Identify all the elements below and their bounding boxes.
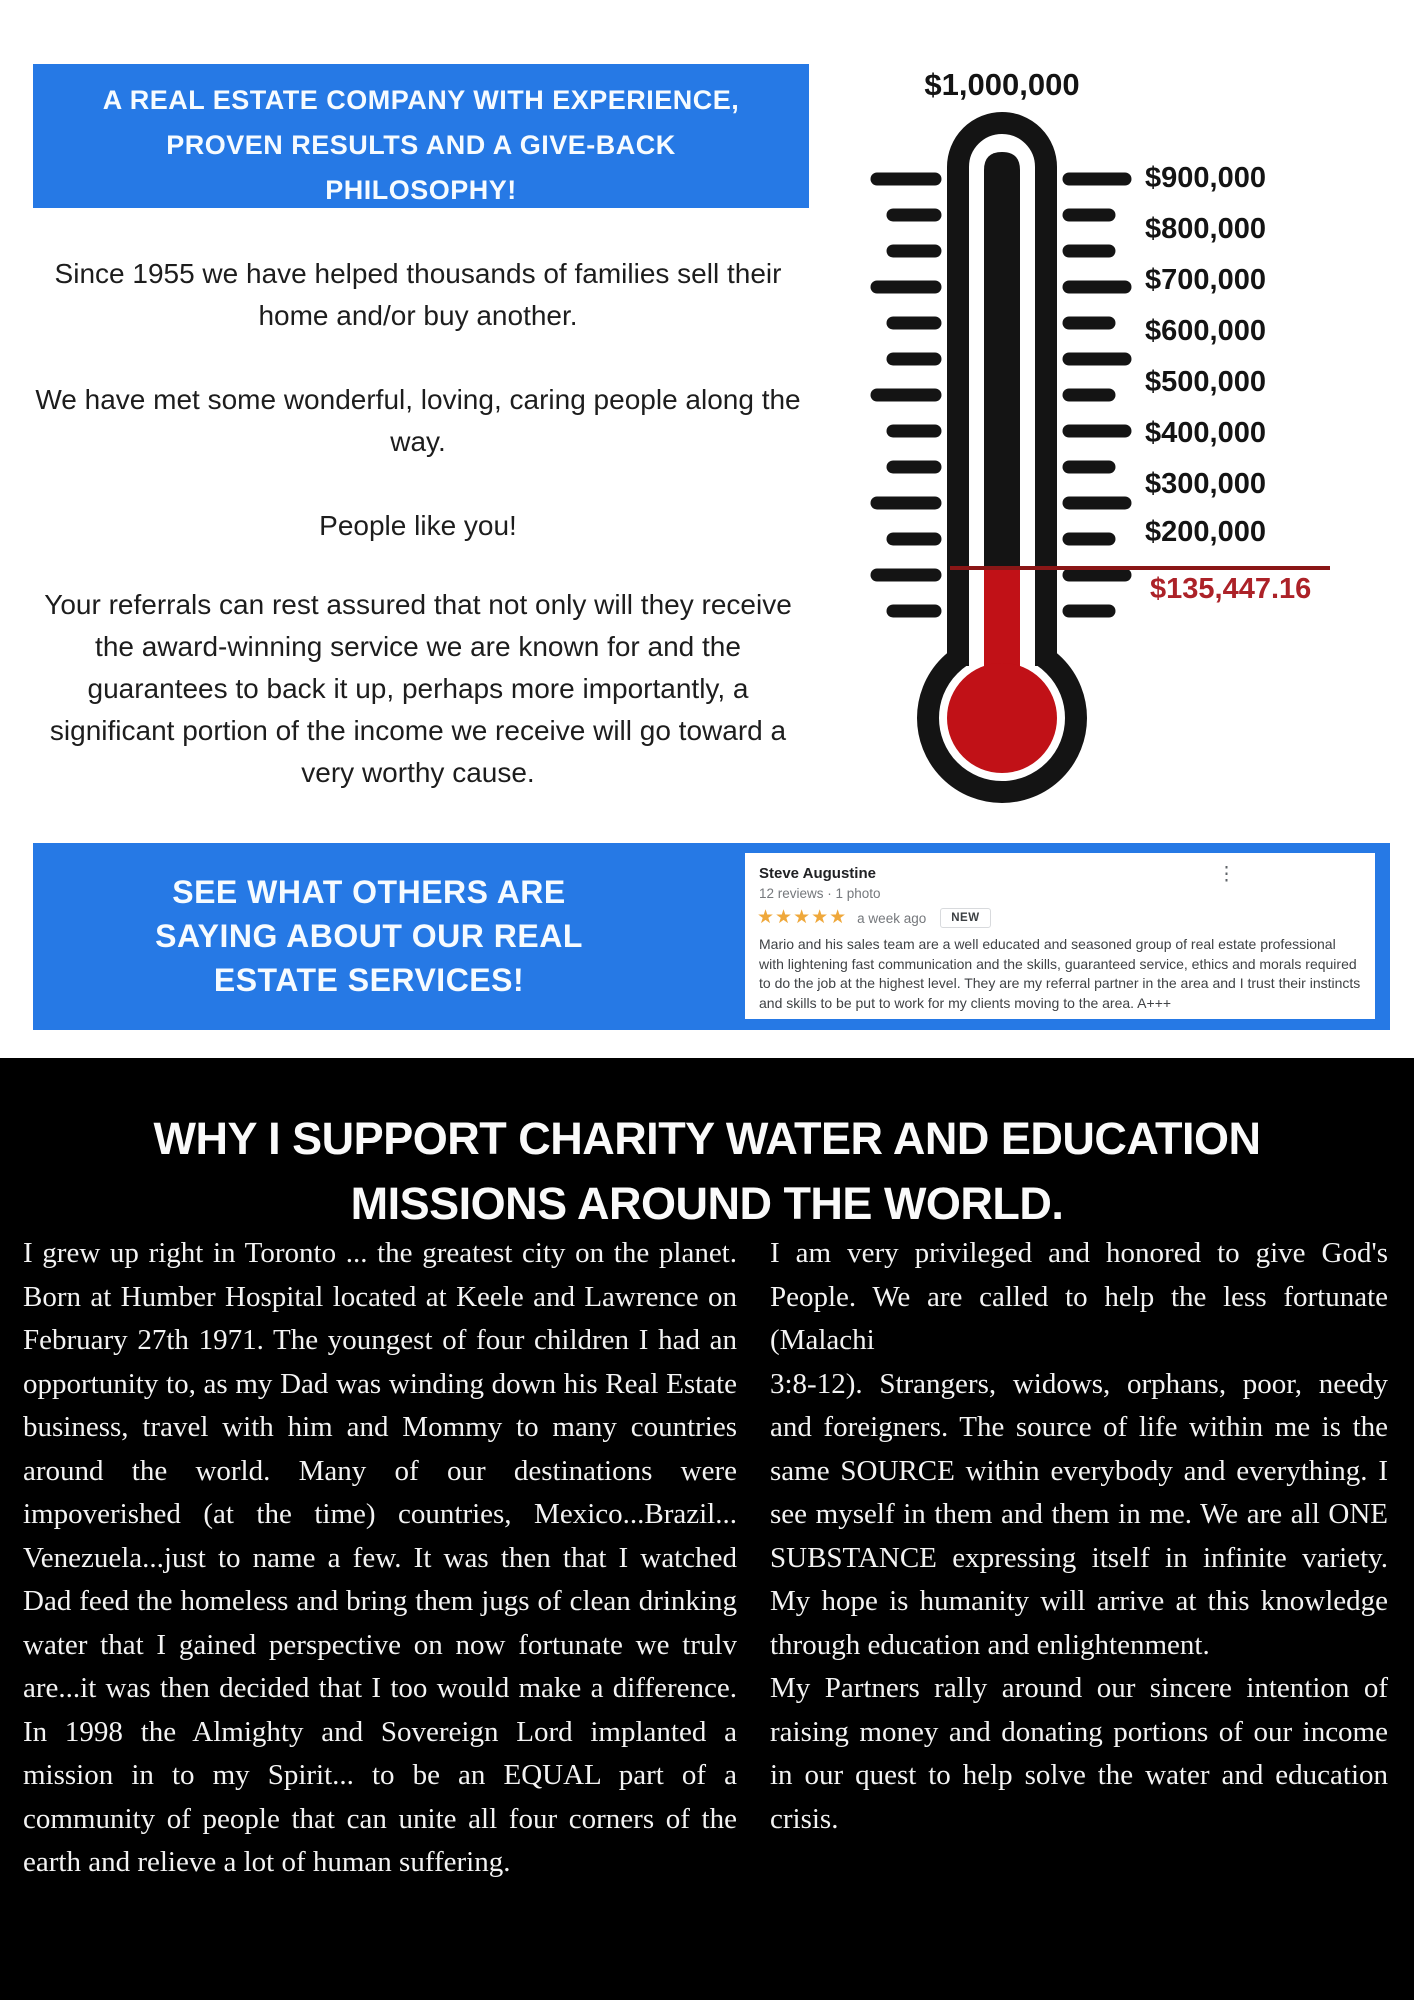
- testimonial-banner-line-1: SEE WHAT OTHERS ARE: [172, 874, 566, 910]
- thermometer-upper-column: [984, 152, 1020, 568]
- charity-heading-line-2: MISSIONS AROUND THE WORLD.: [350, 1178, 1064, 1229]
- top-banner-line-3: PHILOSOPHY!: [325, 175, 517, 205]
- intro-paragraph-3: People like you!: [319, 510, 517, 541]
- new-badge: NEW: [940, 908, 990, 928]
- scale-label-900k: $900,000: [1145, 162, 1266, 194]
- intro-paragraph-4: Your referrals can rest assured that not only will they receive the award-winning service we are known for and the guarantees to back it up, perhaps more importantly, a significant portion of the income we receive will go toward a very worthy cause.: [44, 589, 792, 788]
- thermometer-bulb-fill: [947, 663, 1057, 773]
- top-banner: [33, 64, 809, 208]
- charity-right-paragraph-1: I am very privileged and honored to give God's People. We are called to help the less fortunate (Malachi: [770, 1237, 1388, 1356]
- scale-label-700k: $700,000: [1145, 264, 1266, 296]
- google-review-card: [745, 853, 1375, 1019]
- scale-label-500k: $500,000: [1145, 366, 1266, 398]
- intro-paragraph-2: We have met some wonderful, loving, caring people along the way.: [35, 384, 801, 457]
- kebab-menu-icon: ⋮: [1217, 864, 1236, 885]
- charity-heading-line-1: WHY I SUPPORT CHARITY WATER AND EDUCATION: [153, 1113, 1261, 1164]
- testimonial-banner-line-2: SAYING ABOUT OUR REAL: [155, 918, 583, 954]
- top-banner-line-2: PROVEN RESULTS AND A GIVE-BACK: [166, 130, 676, 160]
- review-time: a week ago: [857, 910, 927, 926]
- charity-left-paragraph: I grew up right in Toronto ... the greatest city on the planet. Born at Humber Hospital located at Keele and Lawrence on February 27th 1971. The youngest of four children I had an opportunity to, as my Dad was winding down his Real Estate business, travel with him and Mommy to many countries around the world. Many of our destinations were impoverished (at the time) countries, Mexico...Brazil... Venezuela...just to name a few. It was then that I watched Dad feed the homeless and bring them jugs of clean drinking water that I gained perspective on now fortunate we trulv are...it was then decided that I too would make a difference. In 1998 the Almighty and Sovereign Lord implanted a mission in to my Spirit... to be an EQUAL part of a community of people that can unite all four corners of the earth and relieve a lot of human suffering.: [23, 1237, 737, 1878]
- charity-section: [0, 1058, 1414, 2000]
- charity-heading: [0, 1106, 1414, 1236]
- current-value-label: $135,447.16: [1150, 573, 1312, 605]
- review-body: Mario and his sales team are a well educated and seasoned group of real estate professional with lightening fast communication and the skills, guaranteed service, ethics and morals required to do the job at the highest level. They are my referral partner in the area and I trust their instincts and skills to be put to work for my clients moving to the area. A+++: [759, 936, 1361, 1011]
- testimonial-banner: [33, 870, 705, 1002]
- charity-column-left: [23, 1232, 737, 1885]
- charity-right-paragraph-2: 3:8-12). Strangers, widows, orphans, poor, needy and foreigners. The source of life within me is the same SOURCE within everybody and everything. I see myself in them and them in me. We are all ONE SUBSTANCE expressing itself in infinite variety. My hope is humanity will arrive at this knowledge through education and enlightenment.: [770, 1367, 1388, 1661]
- scale-label-200k: $200,000: [1145, 516, 1266, 548]
- thermometer-goal-label: $1,000,000: [924, 67, 1080, 102]
- scale-label-600k: $600,000: [1145, 315, 1266, 347]
- scale-ticks-right: [1069, 179, 1125, 611]
- review-rating-row: [757, 907, 991, 929]
- testimonial-band: [33, 843, 1390, 1030]
- star-rating-icon: ★★★★★: [757, 907, 848, 928]
- testimonial-banner-line-3: ESTATE SERVICES!: [213, 962, 525, 998]
- scale-label-300k: $300,000: [1145, 468, 1266, 500]
- scale-label-800k: $800,000: [1145, 213, 1266, 245]
- reviewer-meta: 12 reviews · 1 photo: [759, 886, 881, 901]
- charity-right-paragraph-3: My Partners rally around our sincere intention of raising money and donating portions of our income in our quest to help solve the water and education crisis.: [770, 1672, 1388, 1835]
- scale-ticks-left: [877, 179, 935, 611]
- charity-column-right: [770, 1232, 1388, 1841]
- scale-label-400k: $400,000: [1145, 417, 1266, 449]
- intro-paragraph-1: Since 1955 we have helped thousands of families sell their home and/or buy another.: [54, 258, 782, 331]
- reviewer-name: Steve Augustine: [759, 865, 876, 882]
- top-banner-line-1: A REAL ESTATE COMPANY WITH EXPERIENCE,: [102, 85, 740, 115]
